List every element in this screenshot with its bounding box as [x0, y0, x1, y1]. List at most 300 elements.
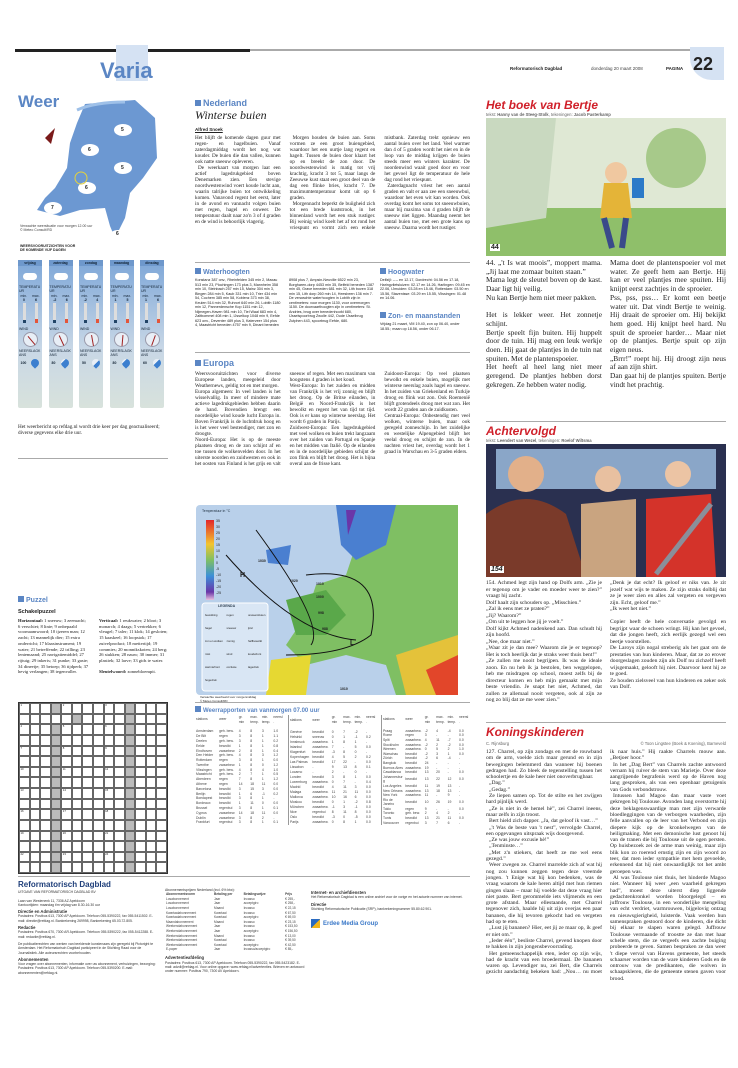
- grid-cell[interactable]: [146, 735, 157, 746]
- grid-cell[interactable]: [40, 820, 51, 831]
- grid-cell[interactable]: [156, 788, 167, 799]
- grid-cell[interactable]: 23: [61, 852, 72, 863]
- grid-cell[interactable]: [19, 735, 30, 746]
- grid-cell[interactable]: [135, 862, 146, 873]
- grid-cell[interactable]: [125, 746, 136, 757]
- grid-cell[interactable]: [146, 746, 157, 757]
- grid-cell[interactable]: [93, 831, 104, 842]
- grid-cell[interactable]: [82, 746, 93, 757]
- grid-cell[interactable]: [30, 788, 41, 799]
- grid-cell[interactable]: [51, 788, 62, 799]
- grid-cell[interactable]: 13: [19, 788, 30, 799]
- grid-cell[interactable]: [125, 862, 136, 873]
- cell: Split: [383, 737, 390, 742]
- grid-cell[interactable]: [114, 862, 125, 873]
- grid-cell[interactable]: [30, 820, 41, 831]
- grid-cell[interactable]: 21: [104, 831, 115, 842]
- grid-cell[interactable]: [146, 777, 157, 788]
- column-header: stations: [290, 717, 302, 722]
- grid-cell[interactable]: [125, 714, 136, 725]
- grid-cell[interactable]: [135, 714, 146, 725]
- grid-cell[interactable]: [93, 767, 104, 778]
- grid-cell[interactable]: [135, 809, 146, 820]
- grid-cell[interactable]: [135, 724, 146, 735]
- grid-cell[interactable]: [82, 788, 93, 799]
- grid-cell[interactable]: [40, 714, 51, 725]
- grid-cell[interactable]: [82, 714, 93, 725]
- cell: -: [436, 765, 438, 770]
- grid-cell[interactable]: [40, 862, 51, 873]
- grid-cell[interactable]: [51, 841, 62, 852]
- grid-cell[interactable]: [125, 799, 136, 810]
- clue-text: 1 sneeuw; 3 zeemacht; 6 verschiet; 8 linie; 9 onbepaald voornaamwoord; 10 ijzeren man; 12 zacht; 13 mannelijk dier; 15 extra onderricht; 17 blaasinstrument; 19 water; 21 betreffende; 22 trilling; 23 lentemaand; 25 navigatiemiddel; 27 rijtuig; 29 inkeris; 31 punke; 33 gaste; 34 dineetje; 35 betoep; 36 tijdperk; 37 hevig verlangen; 38 tegenvaller.: [18, 618, 89, 675]
- cell: 14: [238, 782, 243, 787]
- grid-cell[interactable]: [30, 714, 41, 725]
- grid-cell[interactable]: [146, 788, 157, 799]
- cell: Jaar: [214, 901, 221, 906]
- min-thermometer: [114, 303, 117, 323]
- grid-cell[interactable]: [146, 724, 157, 735]
- grid-cell[interactable]: 19: [19, 831, 30, 842]
- grid-cell[interactable]: [82, 831, 93, 842]
- grid-cell[interactable]: [156, 820, 167, 831]
- grid-cell[interactable]: [82, 841, 93, 852]
- cell: 0.4: [366, 780, 371, 785]
- grid-cell[interactable]: [30, 862, 41, 873]
- map-label: 10: [216, 549, 220, 553]
- grid-cell[interactable]: [114, 703, 125, 714]
- grid-cell[interactable]: [72, 852, 83, 863]
- grid-cell[interactable]: [72, 809, 83, 820]
- grid-cell[interactable]: [146, 841, 157, 852]
- grid-cell[interactable]: [125, 852, 136, 863]
- grid-cell[interactable]: [125, 756, 136, 767]
- cell: 11: [343, 785, 347, 790]
- grid-cell[interactable]: [125, 841, 136, 852]
- forecast-day: [140, 260, 164, 408]
- grid-cell[interactable]: [72, 703, 83, 714]
- grid-cell[interactable]: [51, 799, 62, 810]
- grid-cell[interactable]: 24: [104, 852, 115, 863]
- grid-cell[interactable]: [125, 809, 136, 820]
- grid-cell[interactable]: [82, 724, 93, 735]
- illustration-bertje: [486, 118, 726, 256]
- cell: Jaar: [214, 947, 221, 952]
- grid-cell[interactable]: [72, 714, 83, 725]
- paragraph: Zuidwest-Europa: Een lagedrukgebied met veel wolken en buien trekt langzaam over het zuiden van Portugal en Spanje en het midden van Italië. Op de eilanden en in de noordelijke gebieden schijnt de zon flink en blijft het droog. Het is bijna overal aan de frisse kant.: [289, 425, 376, 467]
- grid-cell[interactable]: [146, 809, 157, 820]
- grid-cell[interactable]: [40, 724, 51, 735]
- grid-cell[interactable]: [135, 841, 146, 852]
- grid-cell[interactable]: [82, 809, 93, 820]
- grid-cell[interactable]: [61, 799, 72, 810]
- grid-cell[interactable]: [72, 735, 83, 746]
- grid-cell[interactable]: [82, 735, 93, 746]
- grid-cell[interactable]: [61, 820, 72, 831]
- grid-cell[interactable]: 2: [61, 703, 72, 714]
- grid-cell[interactable]: [82, 756, 93, 767]
- grid-cell[interactable]: [61, 735, 72, 746]
- grid-cell[interactable]: [156, 799, 167, 810]
- paragraph: „Ieder één”, besliste Charrel, gevend knopen door te hakken in zijn jongensbevoorrading.: [486, 937, 602, 951]
- grid-cell[interactable]: [30, 746, 41, 757]
- grid-cell[interactable]: [114, 831, 125, 842]
- grid-cell[interactable]: [61, 777, 72, 788]
- keyword-label: Sleutelwoord:: [99, 669, 127, 675]
- column-header: neersl.: [366, 715, 376, 724]
- grid-cell[interactable]: [114, 799, 125, 810]
- grid-cell[interactable]: [30, 799, 41, 810]
- grid-cell[interactable]: [135, 831, 146, 842]
- grid-cell[interactable]: [156, 767, 167, 778]
- cell: Barcelona: [196, 786, 212, 791]
- grid-cell[interactable]: [135, 756, 146, 767]
- grid-cell[interactable]: [125, 767, 136, 778]
- grid-cell[interactable]: [19, 820, 30, 831]
- grid-cell[interactable]: [40, 831, 51, 842]
- grid-cell[interactable]: 1: [19, 703, 30, 714]
- grid-cell[interactable]: 20: [61, 831, 72, 842]
- grid-cell[interactable]: [82, 852, 93, 863]
- cloud-icon: [115, 273, 129, 280]
- grid-cell[interactable]: [156, 831, 167, 842]
- grid-cell[interactable]: [156, 862, 167, 873]
- grid-cell[interactable]: [72, 831, 83, 842]
- grid-cell[interactable]: [93, 714, 104, 725]
- grid-cell[interactable]: [114, 820, 125, 831]
- rain-label: NEERSLAGKANS: [49, 349, 71, 358]
- grid-cell[interactable]: [19, 714, 30, 725]
- grid-cell[interactable]: [104, 756, 115, 767]
- grid-cell[interactable]: [51, 862, 62, 873]
- grid-cell[interactable]: [72, 724, 83, 735]
- grid-cell[interactable]: [51, 777, 62, 788]
- cell: 1.1: [273, 734, 279, 739]
- grid-cell[interactable]: [114, 767, 125, 778]
- grid-cell[interactable]: [156, 714, 167, 725]
- cell: regenbui: [405, 820, 419, 825]
- cell: Mallorca: [290, 795, 303, 800]
- cell: 2: [354, 755, 357, 760]
- grid-cell[interactable]: [61, 714, 72, 725]
- grid-cell[interactable]: [135, 820, 146, 831]
- grid-cell[interactable]: [72, 746, 83, 757]
- grid-cell[interactable]: [51, 852, 62, 863]
- grid-cell[interactable]: [93, 756, 104, 767]
- grid-cell[interactable]: [125, 735, 136, 746]
- grid-cell[interactable]: [51, 767, 62, 778]
- grid-cell[interactable]: [156, 809, 167, 820]
- grid-cell[interactable]: [30, 703, 41, 714]
- grid-cell[interactable]: [51, 714, 62, 725]
- grid-cell[interactable]: [114, 714, 125, 725]
- grid-cell[interactable]: [125, 788, 136, 799]
- grid-cell[interactable]: [72, 767, 83, 778]
- grid-cell[interactable]: [114, 756, 125, 767]
- grid-cell[interactable]: [114, 788, 125, 799]
- grid-cell[interactable]: [72, 820, 83, 831]
- grid-cell[interactable]: 14: [61, 788, 72, 799]
- grid-cell[interactable]: [40, 841, 51, 852]
- grid-cell[interactable]: [61, 756, 72, 767]
- grid-cell[interactable]: [30, 756, 41, 767]
- grid-cell[interactable]: [82, 767, 93, 778]
- paragraph: „Denk je dat echt? Ik geloof er niks van. Je zit jezelf wat wijs te maken. Ze zijn straks dolblij dat ze je weer zien en alles zal vergeten en vergeven zijn. Echt, geloof me.”: [610, 580, 726, 606]
- grid-cell[interactable]: [40, 703, 51, 714]
- grid-cell[interactable]: [135, 777, 146, 788]
- cell: 7: [436, 820, 439, 825]
- max-thermometer: [35, 303, 38, 323]
- cell: Brussel: [196, 805, 208, 810]
- grid-cell[interactable]: [156, 756, 167, 767]
- map-caption-text: Verwachte weersituatie voor morgen 12.00 uur: [20, 224, 93, 228]
- grid-cell[interactable]: [114, 809, 125, 820]
- day-name: maandag: [110, 260, 134, 266]
- grid-cell[interactable]: [146, 799, 157, 810]
- max-thermometer: [157, 303, 160, 323]
- paragraph: „Jij? Waarom?”: [486, 612, 522, 619]
- grid-cell[interactable]: [19, 862, 30, 873]
- grid-cell[interactable]: [82, 862, 93, 873]
- grid-cell[interactable]: [30, 809, 41, 820]
- cell: 19: [447, 799, 452, 804]
- rain-chance: 80: [112, 360, 117, 365]
- grid-cell[interactable]: [30, 767, 41, 778]
- grid-cell[interactable]: [40, 756, 51, 767]
- map-label: -20: [216, 585, 222, 589]
- grid-cell[interactable]: [135, 703, 146, 714]
- grid-cell[interactable]: [156, 852, 167, 863]
- map-label: H: [240, 572, 246, 579]
- grid-cell[interactable]: [146, 852, 157, 863]
- grid-cell[interactable]: [156, 777, 167, 788]
- grid-cell[interactable]: [146, 703, 157, 714]
- grid-cell[interactable]: [125, 820, 136, 831]
- grid-cell[interactable]: [19, 841, 30, 852]
- cell: Cyprus: [196, 810, 207, 815]
- grid-cell[interactable]: [104, 841, 115, 852]
- grid-cell[interactable]: [72, 777, 83, 788]
- grid-cell[interactable]: 17: [61, 809, 72, 820]
- grid-cell[interactable]: [125, 724, 136, 735]
- grid-cell[interactable]: [146, 831, 157, 842]
- grid-cell[interactable]: [72, 799, 83, 810]
- max-temp: 6: [65, 297, 68, 302]
- cell: 8: [343, 740, 346, 745]
- puzzle-grid[interactable]: [18, 702, 168, 874]
- grid-cell[interactable]: [40, 767, 51, 778]
- cell: 0.4: [273, 748, 279, 753]
- grid-cell[interactable]: [40, 852, 51, 863]
- cell: 1: [331, 740, 334, 745]
- grid-cell[interactable]: [146, 756, 157, 767]
- grid-cell[interactable]: [30, 735, 41, 746]
- grid-cell[interactable]: [114, 841, 125, 852]
- grid-cell[interactable]: [104, 735, 115, 746]
- grid-cell[interactable]: 4: [19, 724, 30, 735]
- grid-cell[interactable]: [51, 735, 62, 746]
- grid-cell[interactable]: [125, 831, 136, 842]
- cell: 8: [331, 810, 334, 815]
- article-body-koningskinderen: [486, 749, 726, 982]
- grid-cell[interactable]: [30, 841, 41, 852]
- grid-cell[interactable]: [146, 767, 157, 778]
- grid-cell[interactable]: [135, 746, 146, 757]
- paragraph: „Gedag.”: [489, 786, 510, 793]
- grid-cell[interactable]: [40, 746, 51, 757]
- cell: 1.0: [273, 729, 279, 734]
- day-name: dinsdag: [140, 260, 164, 266]
- grid-cell[interactable]: [82, 820, 93, 831]
- grid-cell[interactable]: [146, 714, 157, 725]
- cell: 1: [238, 743, 241, 748]
- cell: 19: [424, 765, 429, 770]
- grid-cell[interactable]: 5: [61, 724, 72, 735]
- map-label: onweersbuien: [248, 613, 266, 617]
- grid-cell[interactable]: [146, 820, 157, 831]
- grid-cell[interactable]: [93, 777, 104, 788]
- colophon-section: [18, 910, 158, 923]
- grid-cell[interactable]: [51, 756, 62, 767]
- grid-cell[interactable]: [114, 852, 125, 863]
- grid-cell[interactable]: [114, 735, 125, 746]
- grid-cell[interactable]: [114, 724, 125, 735]
- grid-cell[interactable]: [93, 799, 104, 810]
- grid-cell[interactable]: [82, 799, 93, 810]
- grid-cell[interactable]: [61, 841, 72, 852]
- grid-cell[interactable]: [156, 746, 167, 757]
- cell: -: [459, 811, 461, 816]
- grid-cell[interactable]: 9: [104, 746, 115, 757]
- grid-cell[interactable]: [104, 777, 115, 788]
- grid-cell[interactable]: 3: [104, 703, 115, 714]
- grid-cell[interactable]: [30, 852, 41, 863]
- grid-cell[interactable]: [19, 756, 30, 767]
- grid-cell[interactable]: [82, 777, 93, 788]
- cell: Weenen: [383, 747, 396, 752]
- grid-cell[interactable]: [40, 788, 51, 799]
- grid-cell[interactable]: [82, 703, 93, 714]
- grid-cell[interactable]: [51, 746, 62, 757]
- grid-cell[interactable]: [135, 852, 146, 863]
- grid-cell[interactable]: [135, 788, 146, 799]
- grid-cell[interactable]: [19, 777, 30, 788]
- colophon-heading: Directie: [311, 901, 327, 907]
- cell: Maandabonnement: [166, 919, 194, 924]
- grid-cell[interactable]: [72, 841, 83, 852]
- grid-cell[interactable]: 16: [19, 809, 30, 820]
- grid-cell[interactable]: [51, 703, 62, 714]
- grid-cell[interactable]: [93, 820, 104, 831]
- grid-cell[interactable]: [93, 862, 104, 873]
- grid-cell[interactable]: [40, 735, 51, 746]
- grid-cell[interactable]: [125, 777, 136, 788]
- grid-cell[interactable]: [93, 841, 104, 852]
- grid-cell[interactable]: 6: [104, 724, 115, 735]
- grid-cell[interactable]: [93, 724, 104, 735]
- raindrop-icon: [151, 357, 162, 368]
- grid-cell[interactable]: [40, 799, 51, 810]
- cell: Bordeaux: [196, 801, 211, 806]
- grid-cell[interactable]: 7: [19, 746, 30, 757]
- grid-cell[interactable]: [93, 852, 104, 863]
- grid-cell[interactable]: [114, 746, 125, 757]
- grid-cell[interactable]: [40, 809, 51, 820]
- grid-cell[interactable]: [72, 788, 83, 799]
- cell: 0.0: [459, 733, 464, 738]
- grid-cell[interactable]: [93, 703, 104, 714]
- europa-body: [195, 371, 470, 467]
- cell: 19: [436, 783, 440, 788]
- grid-cell[interactable]: [19, 799, 30, 810]
- grid-cell[interactable]: [104, 714, 115, 725]
- max-thermometer: [65, 303, 68, 323]
- cell: 3: [238, 758, 241, 763]
- colophon-text: Het Reformatorisch Dagblad is een online archief voor de vorige en het actuele nummer van internet.: [311, 895, 463, 900]
- grid-cell[interactable]: [51, 809, 62, 820]
- grid-cell[interactable]: [156, 724, 167, 735]
- grid-cell[interactable]: [135, 799, 146, 810]
- grid-cell[interactable]: [146, 862, 157, 873]
- grid-cell[interactable]: [72, 756, 83, 767]
- grid-cell[interactable]: [135, 767, 146, 778]
- cell: 13: [424, 770, 429, 775]
- grid-cell[interactable]: [93, 746, 104, 757]
- grid-cell[interactable]: [72, 862, 83, 873]
- grid-cell[interactable]: [125, 703, 136, 714]
- grid-cell[interactable]: 22: [19, 852, 30, 863]
- cell: 0.0: [366, 760, 371, 765]
- grid-cell[interactable]: [104, 862, 115, 873]
- grid-cell[interactable]: 18: [104, 809, 115, 820]
- column-header: min. temp.: [354, 715, 364, 724]
- grid-cell[interactable]: [51, 820, 62, 831]
- address: Laan van Westenenk 11, 7336 AZ Apeldoorn: [18, 898, 85, 903]
- grid-cell[interactable]: [156, 703, 167, 714]
- grid-cell[interactable]: 15: [104, 788, 115, 799]
- cloud-icon: [23, 273, 37, 280]
- grid-cell[interactable]: [61, 862, 72, 873]
- grid-cell[interactable]: [51, 724, 62, 735]
- grid-cell[interactable]: [114, 777, 125, 788]
- grid-cell[interactable]: [30, 831, 41, 842]
- cell: 2: [436, 742, 439, 747]
- grid-cell[interactable]: [156, 735, 167, 746]
- grid-cell[interactable]: [93, 788, 104, 799]
- grid-cell[interactable]: [51, 831, 62, 842]
- grid-cell[interactable]: 12: [104, 767, 115, 778]
- grid-cell[interactable]: [104, 820, 115, 831]
- map-label: 25: [216, 531, 220, 535]
- grid-cell[interactable]: 11: [61, 767, 72, 778]
- grid-cell[interactable]: 8: [61, 746, 72, 757]
- paragraph: Morgennacht beperkt de buiigheid zich tot een brede kuststrook, in het binnenland wordt het een stuk rustiger. Bij weinig wind koelt het af tot rond het vriespunt en vormt zich een enkele mistbank. Zaterdag trekt opnieuw een aantal buien over het land. Veel warmer dan 4 of 5 graden wordt het niet en in de loop van de middag krijgen de buien steeds meer een winters karakter. De noordenwind waait goed door en voor het gevoel ligt de temperatuur de hele dag rond het vriespunt.: [289, 135, 470, 231]
- grid-cell[interactable]: [104, 799, 115, 810]
- cell: -5: [354, 815, 358, 820]
- grid-cell[interactable]: [93, 809, 104, 820]
- grid-cell[interactable]: [135, 735, 146, 746]
- grid-cell[interactable]: [30, 777, 41, 788]
- grid-cell[interactable]: [93, 735, 104, 746]
- grid-cell[interactable]: [156, 841, 167, 852]
- divider: [195, 262, 470, 263]
- cell: 11: [250, 801, 254, 806]
- colophon-text: Postadres: Postbus 670, 7300 AR Apeldoorn. Telefoon 055-5390222, fax 055-5412288. E-mail: redactie@refdag.nl.: [18, 930, 154, 939]
- grid-cell[interactable]: [40, 777, 51, 788]
- grid-cell[interactable]: [30, 724, 41, 735]
- cell: 3: [331, 775, 334, 780]
- grid-cell[interactable]: 10: [19, 767, 30, 778]
